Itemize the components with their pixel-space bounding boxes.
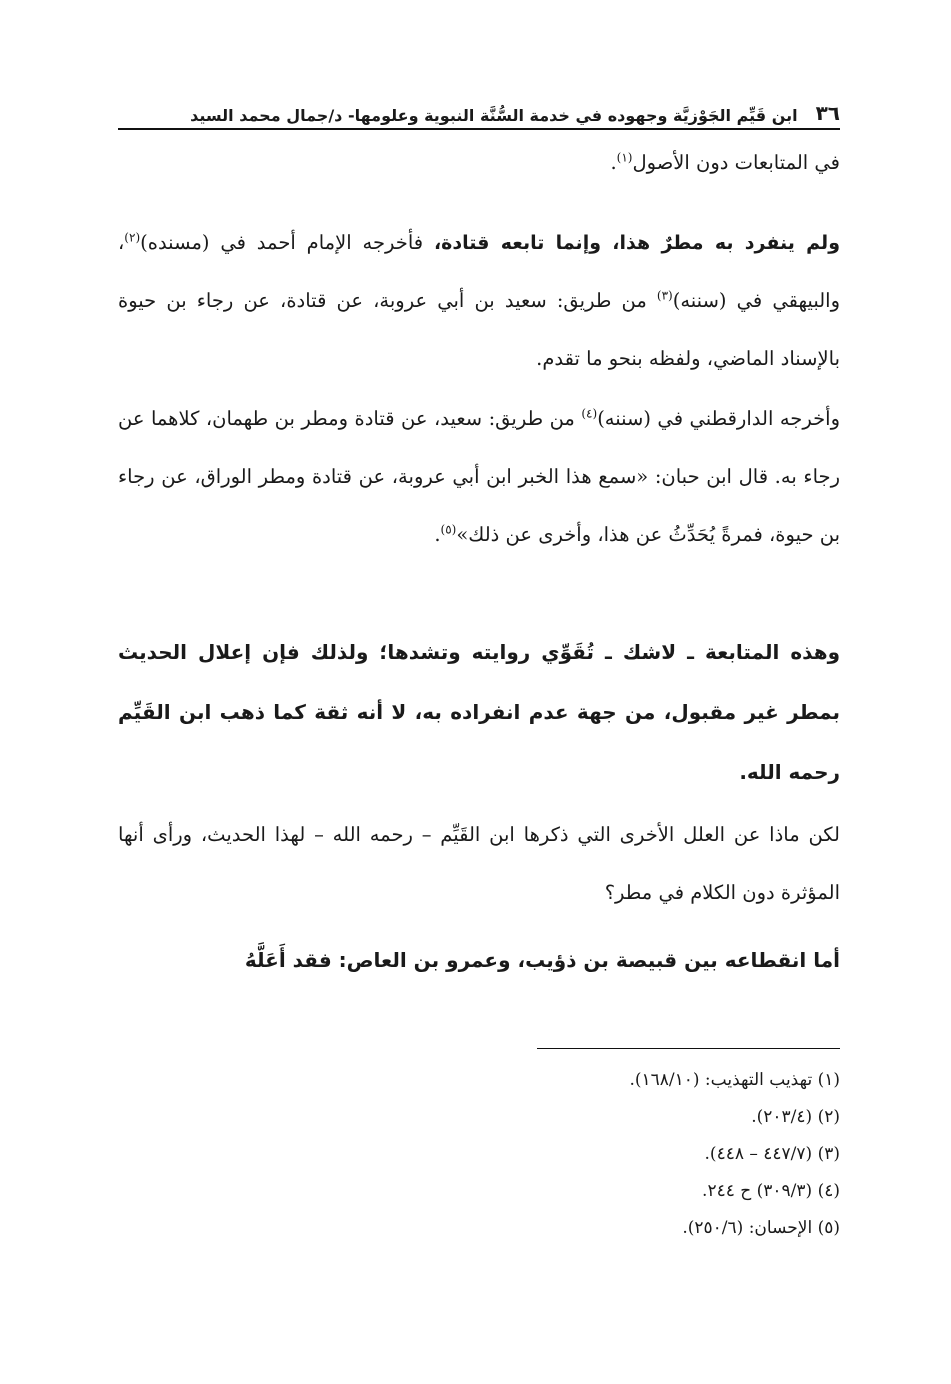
paragraph-text: وأخرجه الدارقطني في (سننه): [597, 407, 840, 430]
paragraph-mutaba-qatada: [118, 214, 840, 388]
running-header: [118, 98, 840, 130]
paragraph-conclusion-bold: [118, 622, 840, 802]
running-title: ابن قَيِّم الجَوْزيَّة وجهوده في خدمة السُّنَّة النبوية وعلومها- د/جمال محمد السيد: [190, 106, 798, 125]
footnote-2: (٢) (٢٠٣/٤).: [751, 1107, 840, 1127]
bold-paragraph: وهذه المتابعة ـ لاشك ـ تُقَوِّي روايته وتشدها؛ ولذلك فإن إعلال الحديث بمطر غير مقبول، من جهة عدم انفراده به، لا أنه ثقة كما ذهب ابن القَيِّم رحمه الله.: [118, 640, 840, 784]
paragraph-question: [118, 806, 840, 922]
footnote-ref: (١): [616, 150, 633, 165]
bold-paragraph: أما انقطاعه بين قبيصة بن ذؤيب، وعمرو بن العاص: فقد أَعَلَّهُ: [244, 948, 840, 972]
footnote-5: (٥) الإحسان: (٢٥٠/٦).: [682, 1218, 840, 1238]
paragraph-daraqutni: [118, 390, 840, 564]
paragraph-text: من طريق: سعيد بن أبي عروبة، عن قتادة، عن رجاء بن حيوة بالإسناد الماضي، ولفظه بنحو ما تقدم.: [118, 289, 840, 370]
footnote-4: (٤) (٣٠٩/٣) ح ٢٤٤.: [702, 1181, 840, 1201]
footnote-ref: (٤): [581, 406, 598, 421]
footnote-ref: (٥): [440, 522, 457, 537]
footnote-divider: [537, 1048, 840, 1049]
paragraph-text: فأخرجه الإمام أحمد في (مسنده): [140, 231, 434, 254]
paragraph-text: من طريق: سعيد، عن قتادة ومطر بن طهمان، كلاهما عن رجاء به. قال ابن حبان: «سمع هذا الخبر ابن أبي عروبة، عن قتادة ومطر الوراق، عن رجاء بن حيوة، فمرةً يُحَدِّثُ عن هذا، وأخرى عن ذلك»: [118, 407, 840, 546]
page-number: ٣٦: [815, 101, 840, 125]
bold-lead: ولم ينفرد به مطرٌ هذا، وإنما تابعه قتادة،: [433, 232, 841, 254]
paragraph-inqita: [118, 930, 840, 990]
paragraph-end: .: [434, 523, 441, 546]
paragraph-text: في المتابعات دون الأصول: [632, 151, 840, 174]
paragraph-text: لكن ماذا عن العلل الأخرى التي ذكرها ابن القَيِّم – رحمه الله – لهذا الحديث، ورأى أنها المؤثرة دون الكلام في مطر؟: [118, 823, 840, 904]
footnote-3: (٣) (٤٤٧/٧ – ٤٤٨).: [704, 1144, 840, 1164]
footnote-ref: (٢): [124, 230, 141, 245]
paragraph-continuation: [118, 134, 840, 192]
footnotes: [500, 1062, 840, 1247]
footnote-ref: (٣): [656, 288, 673, 303]
paragraph-text: ، والبيهقي في (سننه): [118, 231, 840, 312]
paragraph-end: .: [610, 151, 617, 174]
footnote-1: (١) تهذيب التهذيب: (١٦٨/١٠).: [629, 1070, 840, 1090]
